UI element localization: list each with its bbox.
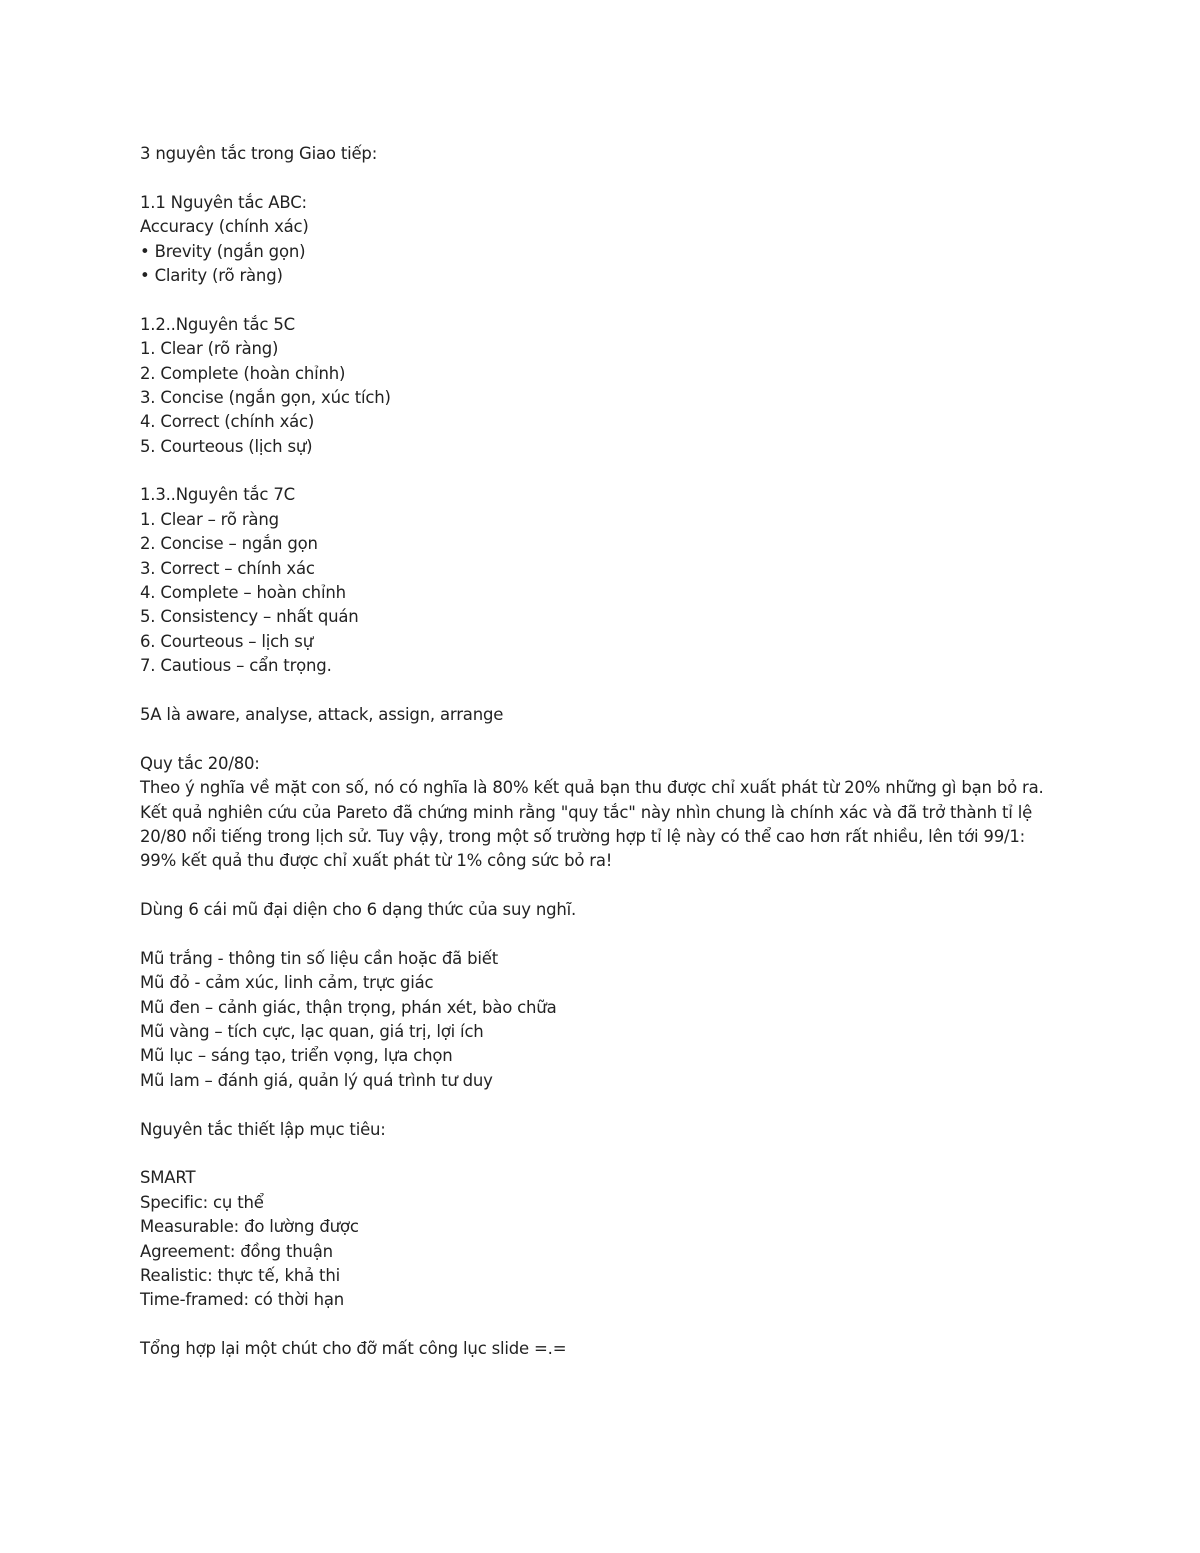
smart-item: Specific: cụ thể — [140, 1192, 264, 1212]
spacer — [140, 727, 1140, 751]
hat-item: Mũ lục – sáng tạo, triển vọng, lựa chọn — [140, 1046, 453, 1066]
hat-item: Mũ vàng – tích cực, lạc quan, giá trị, lợi ích — [140, 1022, 484, 1042]
spacer — [140, 459, 1140, 483]
seven-c-item: 5. Consistency – nhất quán — [140, 607, 359, 627]
document-title: 3 nguyên tắc trong Giao tiếp: — [140, 144, 378, 163]
seven-c-item: 4. Complete – hoàn chỉnh — [140, 583, 346, 603]
smart-acronym: SMART — [140, 1168, 196, 1188]
seven-c-heading: 1.3..Nguyên tắc 7C — [140, 485, 295, 505]
five-c-item: 5. Courteous (lịch sự) — [140, 436, 313, 456]
seven-c-item: 3. Correct – chính xác — [140, 558, 315, 578]
abc-item: • Brevity (ngắn gọn) — [140, 241, 306, 261]
spacer — [140, 1142, 1140, 1166]
pareto-line: 99% kết quả thu được chỉ xuất phát từ 1% công sức bỏ ra! — [140, 851, 613, 871]
abc-heading: 1.1 Nguyên tắc ABC: — [140, 192, 307, 212]
smart-item: Agreement: đồng thuận — [140, 1241, 333, 1261]
smart-item: Time-framed: có thời hạn — [140, 1290, 345, 1310]
seven-c-item: 7. Cautious – cẩn trọng. — [140, 656, 332, 676]
smart-item: Realistic: thực tế, khả thi — [140, 1265, 340, 1285]
smart-item: Measurable: đo lường được — [140, 1217, 359, 1237]
hat-item: Mũ đỏ - cảm xúc, linh cảm, trực giác — [140, 973, 434, 993]
five-c-heading: 1.2..Nguyên tắc 5C — [140, 314, 295, 334]
abc-item: Accuracy (chính xác) — [140, 217, 309, 237]
seven-c-item: 6. Courteous – lịch sự — [140, 631, 313, 651]
hat-item: Mũ trắng - thông tin số liệu cần hoặc đã biết — [140, 948, 498, 968]
pareto-line: Kết quả nghiên cứu của Pareto đã chứng minh rằng "quy tắc" này nhìn chung là chính xác và đã trở thành tỉ lệ — [140, 802, 1033, 822]
seven-c-item: 2. Concise – ngắn gọn — [140, 534, 318, 554]
spacer — [140, 166, 1140, 190]
five-c-item: 2. Complete (hoàn chỉnh) — [140, 363, 346, 383]
five-c-item: 1. Clear (rõ ràng) — [140, 339, 279, 359]
spacer — [140, 679, 1140, 703]
spacer — [140, 288, 1140, 312]
hat-item: Mũ lam – đánh giá, quản lý quá trình tư duy — [140, 1070, 493, 1090]
abc-item: • Clarity (rõ ràng) — [140, 265, 283, 285]
goals-heading: Nguyên tắc thiết lập mục tiêu: — [140, 1119, 386, 1139]
five-c-item: 3. Concise (ngắn gọn, xúc tích) — [140, 387, 391, 407]
pareto-line: 20/80 nổi tiếng trong lịch sử. Tuy vậy, trong một số trường hợp tỉ lệ này có thể cao hơn rất nhiều, lên tới 99/1: — [140, 826, 1026, 846]
pareto-line: Theo ý nghĩa về mặt con số, nó có nghĩa là 80% kết quả bạn thu được chỉ xuất phát từ 20% những gì bạn bỏ ra. — [140, 778, 1044, 798]
closing-line: Tổng hợp lại một chút cho đỡ mất công lục slide =.= — [140, 1339, 567, 1359]
hat-item: Mũ đen – cảnh giác, thận trọng, phán xét, bào chữa — [140, 997, 557, 1017]
pareto-heading: Quy tắc 20/80: — [140, 753, 260, 773]
spacer — [140, 923, 1140, 947]
seven-c-item: 1. Clear – rõ ràng — [140, 509, 279, 529]
five-a-line: 5A là aware, analyse, attack, assign, arrange — [140, 704, 504, 724]
spacer — [140, 1093, 1140, 1117]
spacer — [140, 874, 1140, 898]
spacer — [140, 1313, 1140, 1337]
document-page — [140, 142, 1140, 1362]
five-c-item: 4. Correct (chính xác) — [140, 412, 315, 432]
hats-intro: Dùng 6 cái mũ đại diện cho 6 dạng thức của suy nghĩ. — [140, 900, 577, 920]
